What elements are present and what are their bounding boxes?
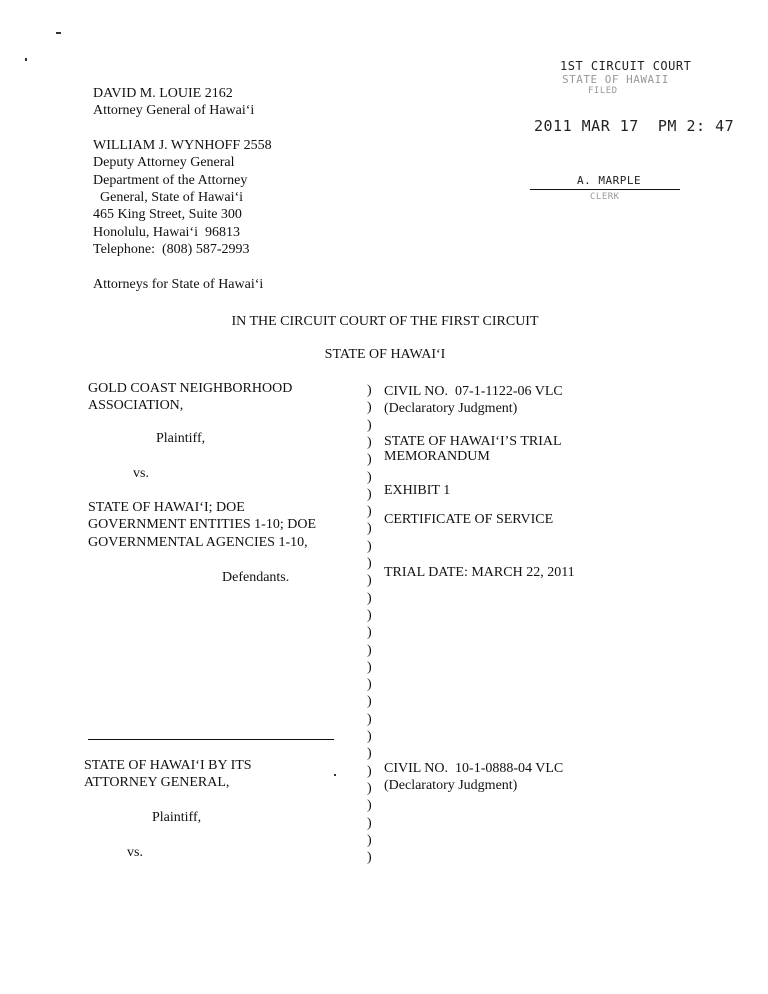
deputy-line: General, State of Hawai‘i xyxy=(93,190,244,205)
caption-paren: ) xyxy=(367,590,372,606)
attorney-general-title: Attorney General of Hawai‘i xyxy=(93,103,255,118)
civil-number: CIVIL NO. 10-1-0888-04 VLC xyxy=(384,761,564,776)
scan-speck xyxy=(25,58,27,61)
deputy-line: Deputy Attorney General xyxy=(93,155,235,170)
attorneys-for: Attorneys for State of Hawai‘i xyxy=(93,277,264,292)
exhibit-label: EXHIBIT 1 xyxy=(384,483,451,498)
caption-paren: ) xyxy=(367,625,372,641)
caption-paren: ) xyxy=(367,711,372,727)
plaintiff-label: Plaintiff, xyxy=(156,431,206,446)
caption-paren: ) xyxy=(367,850,372,866)
scan-speck xyxy=(56,32,61,34)
caption-paren: ) xyxy=(367,556,372,571)
deputy-line: Department of the Attorney xyxy=(93,173,248,188)
stamp-clerk-label: CLERK xyxy=(590,192,620,202)
caption-paren: ) xyxy=(367,417,372,433)
caption-paren: ) xyxy=(367,538,372,554)
stamp-signature-line xyxy=(530,189,680,190)
attorney-general-name: DAVID M. LOUIE 2162 xyxy=(93,86,233,101)
caption-paren: ) xyxy=(367,642,372,658)
stamp-state: STATE OF HAWAII xyxy=(562,73,669,86)
caption-paren: ) xyxy=(367,815,372,831)
stamp-clerk-name: A. MARPLE xyxy=(577,174,642,187)
caption-paren: ) xyxy=(367,469,372,485)
caption-paren: ) xyxy=(367,504,372,520)
caption-paren: ) xyxy=(367,400,372,416)
certificate-of-service: CERTIFICATE OF SERVICE xyxy=(384,512,554,527)
deputy-line: Telephone: (808) 587-2993 xyxy=(93,242,250,257)
caption-paren: ) xyxy=(367,694,372,710)
action-type: (Declaratory Judgment) xyxy=(384,401,518,416)
document-title: MEMORANDUM xyxy=(384,449,490,464)
defendant-name: STATE OF HAWAI‘I; DOE xyxy=(88,500,245,515)
versus: vs. xyxy=(133,466,149,481)
document-title: STATE OF HAWAI‘I’S TRIAL xyxy=(384,434,562,449)
deputy-line: 465 King Street, Suite 300 xyxy=(93,207,242,222)
versus: vs. xyxy=(127,845,143,860)
caption-paren: ) xyxy=(367,659,372,675)
caption-paren: ) xyxy=(367,434,372,450)
deputy-name: WILLIAM J. WYNHOFF 2558 xyxy=(93,138,272,153)
plaintiff-label: Plaintiff, xyxy=(152,810,202,825)
action-type: (Declaratory Judgment) xyxy=(384,778,518,793)
plaintiff-name: ATTORNEY GENERAL, xyxy=(84,775,230,790)
caption-paren: ) xyxy=(367,452,372,468)
caption-paren: ) xyxy=(367,746,372,762)
caption-paren: ) xyxy=(367,521,372,537)
trial-date: TRIAL DATE: MARCH 22, 2011 xyxy=(384,565,575,580)
deputy-line: Honolulu, Hawai‘i 96813 xyxy=(93,225,240,240)
court-state: STATE OF HAWAI‘I xyxy=(324,347,446,362)
caption-divider xyxy=(88,739,334,740)
stamp-filed: FILED xyxy=(588,86,618,96)
stamp-datetime: 2011 MAR 17 PM 2: 47 xyxy=(534,117,735,135)
caption-paren: ) xyxy=(367,383,372,398)
caption-paren: ) xyxy=(367,780,372,796)
plaintiff-name: STATE OF HAWAI‘I BY ITS xyxy=(84,758,252,773)
plaintiff-name: GOLD COAST NEIGHBORHOOD xyxy=(88,381,293,396)
caption-paren: ) xyxy=(367,677,372,693)
caption-paren: ) xyxy=(367,573,372,589)
defendants-label: Defendants. xyxy=(222,570,290,585)
caption-paren: ) xyxy=(367,486,372,502)
plaintiff-name: ASSOCIATION, xyxy=(88,398,184,413)
caption-paren: ) xyxy=(367,763,372,779)
civil-number: CIVIL NO. 07-1-1122-06 VLC xyxy=(384,384,563,399)
defendant-name: GOVERNMENT ENTITIES 1-10; DOE xyxy=(88,517,316,532)
caption-paren: ) xyxy=(367,607,372,623)
court-name: IN THE CIRCUIT COURT OF THE FIRST CIRCUIT xyxy=(231,314,539,329)
scan-speck xyxy=(334,774,336,776)
stamp-court: 1ST CIRCUIT COURT xyxy=(560,59,692,73)
defendant-name: GOVERNMENTAL AGENCIES 1-10, xyxy=(88,535,308,550)
caption-paren: ) xyxy=(367,832,372,848)
caption-paren: ) xyxy=(367,729,372,744)
caption-paren: ) xyxy=(367,798,372,814)
